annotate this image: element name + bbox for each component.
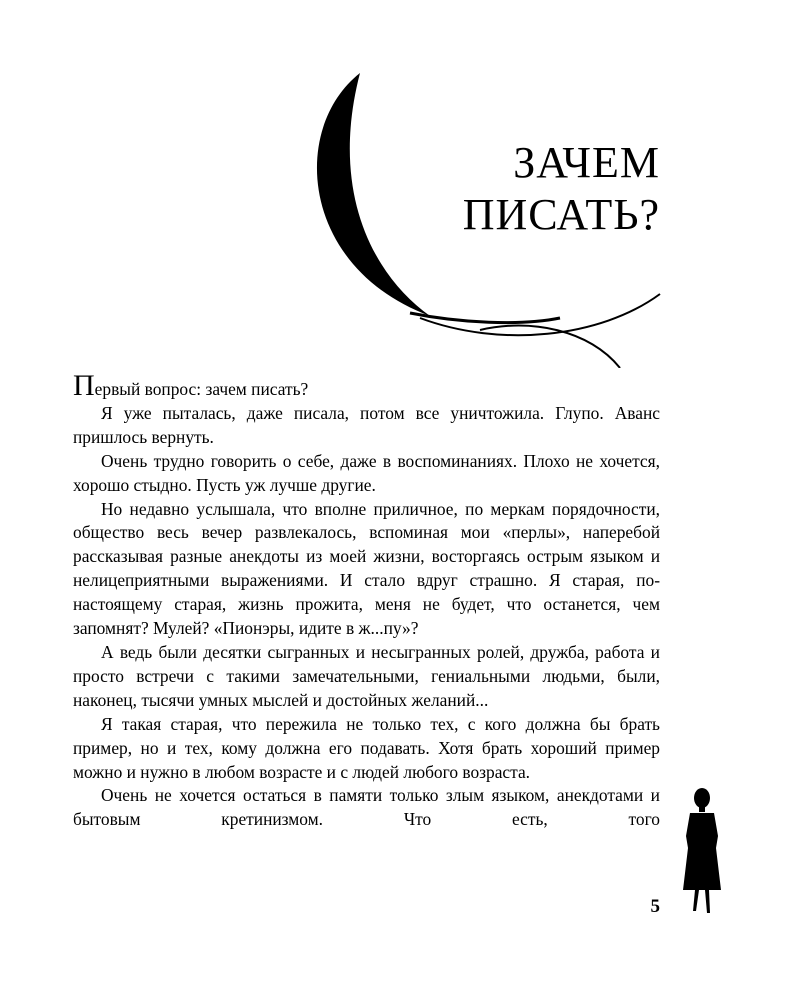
paragraph-1 — [73, 369, 660, 402]
drop-cap: П — [73, 369, 95, 402]
paragraph-6: Я такая старая, что пережила не только тех, с кого должна бы брать пример, но и тех, кому должна его подавать. Хотя брать хороший пример можно и нужно в любом возрасте и с людей любого возраста. — [73, 713, 660, 782]
chapter-title — [430, 137, 660, 241]
chapter-body — [73, 369, 660, 832]
paragraph-3: Очень трудно говорить о себе, даже в воспоминаниях. Плохо не хочется, хорошо стыдно. Пусть уж лучше другие. — [73, 450, 660, 495]
paragraph-4: Но недавно услышала, что вполне приличное, по меркам порядочности, общество весь вечер развлекалось, вспоминая мои «перлы», наперебой рассказывая разные анекдоты из моей жизни, восторгаясь острым языком и нелицеприятными выражениями. И стало вдруг страшно. Я старая, по-настоящему старая, жизнь прожита, меня не будет, что останется, чем запомнят? Мулей? «Пионэры, идите в ж...пу»? — [73, 498, 660, 639]
paragraph-7: Очень не хочется остаться в памяти только злым языком, анекдотами и бытовым кретинизмом. Что есть, того — [73, 785, 660, 830]
paragraph-text: ервый вопрос: зачем писать? — [94, 379, 309, 399]
page-number: 5 — [650, 896, 660, 917]
paragraph-5: А ведь были десятки сыгранных и несыгранных ролей, дружба, работа и просто встречи с такими замечательными, гениальными людьми, были, наконец, тысячи умных мыслей и достойных желаний... — [73, 641, 660, 710]
chapter-title-line-2: ПИСАТЬ? — [462, 190, 660, 240]
paragraph-2: Я уже пыталась, даже писала, потом все уничтожила. Глупо. Аванс пришлось вернуть. — [73, 402, 660, 447]
woman-silhouette-icon — [680, 786, 724, 916]
chapter-title-line-1: ЗАЧЕМ — [513, 138, 660, 188]
